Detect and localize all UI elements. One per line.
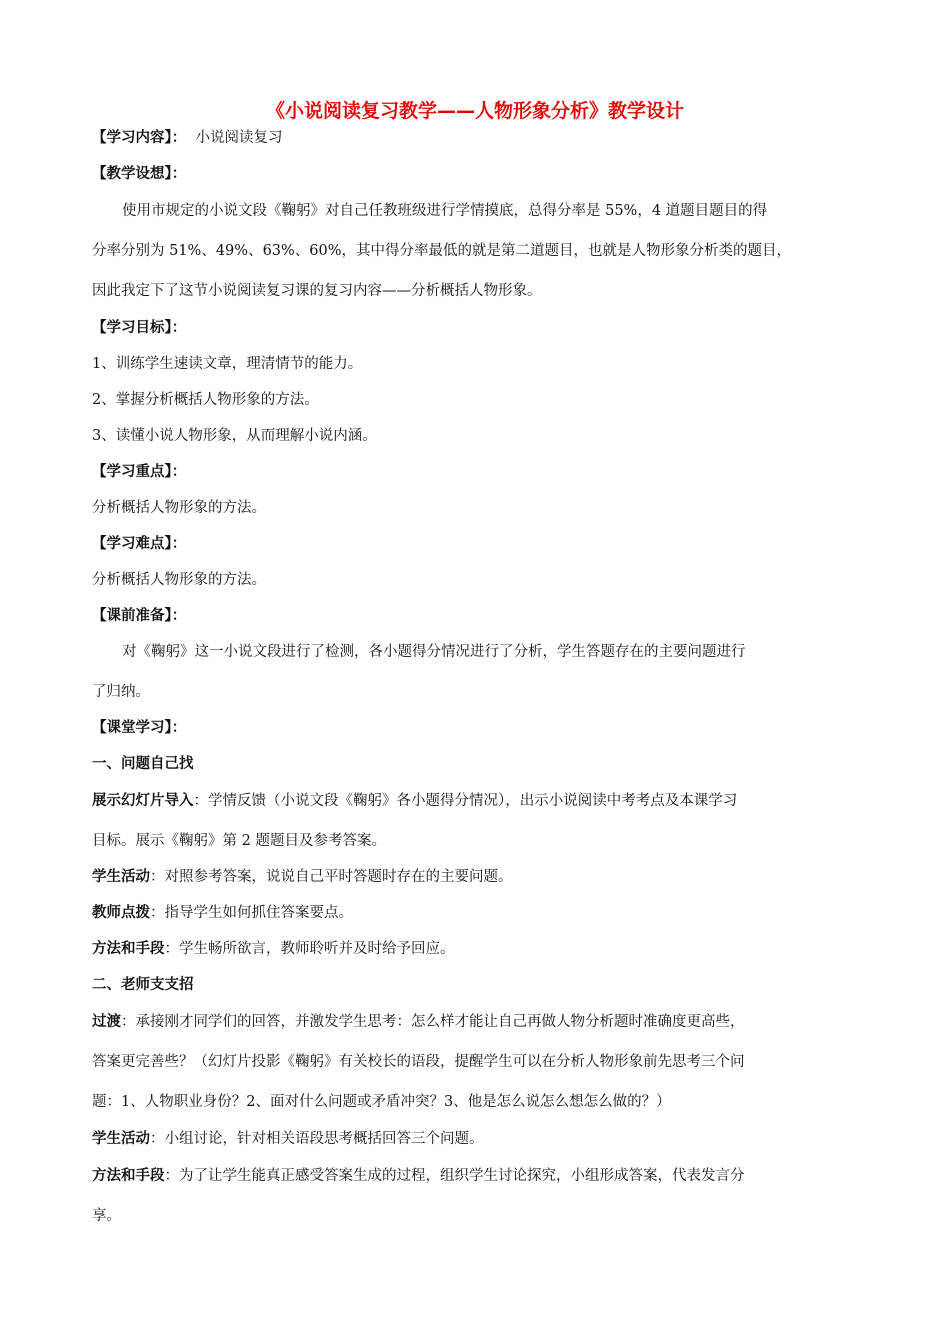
learning-content-heading: 【学习内容】 (92, 130, 172, 146)
difficulty-value: 分析概括人物形象的方法。 (92, 572, 266, 588)
s1-teacher-line (92, 903, 862, 923)
s1-slide-text-1: ：学情反馈（小说文段《鞠躬》各小题得分情况），出示小说阅读中考考点及本课学习 (193, 793, 738, 809)
teaching-design-colon: ： (171, 166, 187, 182)
learning-goals-line (92, 318, 862, 338)
s2-student-text: ：小组讨论，针对相关语段思考概括回答三个问题。 (150, 1131, 484, 1147)
s2-method-label: 方法和手段 (92, 1168, 165, 1184)
s2-method-text-1: ：为了让学生能真正感受答案生成的过程，组织学生讨论探究，小组形成答案，代表发言分 (164, 1168, 745, 1184)
s1-student-label: 学生活动 (92, 869, 150, 885)
learning-content-value: 小说阅读复习 (195, 130, 283, 146)
section-2-title: 二、老师支支招 (92, 977, 194, 993)
s1-teacher-text: ：指导学生如何抓住答案要点。 (150, 905, 353, 921)
preparation-line (92, 606, 862, 626)
classroom-learning-heading: 【课堂学习】 (92, 720, 172, 736)
document-title: 《小说阅读复习教学——人物形象分析》教学设计 (265, 100, 684, 122)
learning-goals-colon: ： (171, 320, 187, 336)
teaching-design-heading: 【教学设想】 (92, 166, 172, 182)
section-1-title: 一、问题自己找 (92, 756, 194, 772)
difficulty-heading: 【学习难点】 (92, 536, 172, 552)
key-point-line (92, 462, 862, 482)
s2-student-line (92, 1129, 862, 1149)
teaching-design-line (92, 164, 862, 184)
s1-student-text: ：对照参考答案，说说自己平时答题时存在的主要问题。 (150, 869, 513, 885)
s1-method-line (92, 939, 862, 959)
s2-method-line-1 (92, 1166, 862, 1186)
learning-goal-item: 3、读懂小说人物形象，从而理解小说内涵。 (92, 428, 377, 444)
difficulty-line (92, 534, 862, 554)
s1-slide-line-1 (92, 791, 862, 811)
learning-content-colon: ： (171, 130, 187, 146)
preparation-heading: 【课前准备】 (92, 608, 172, 624)
s1-student-line (92, 867, 862, 887)
learning-content-line (92, 128, 862, 148)
s1-method-label: 方法和手段 (92, 941, 165, 957)
s2-student-label: 学生活动 (92, 1131, 150, 1147)
s2-transition-label: 过渡 (92, 1014, 121, 1030)
key-point-heading: 【学习重点】 (92, 464, 172, 480)
teaching-design-paragraph-line-3: 因此我定下了这节小说阅读复习课的复习内容——分析概括人物形象。 (92, 283, 542, 299)
s1-slide-text-2: 目标。展示《鞠躬》第 2 题题目及参考答案。 (92, 833, 386, 849)
preparation-colon: ： (171, 608, 187, 624)
teaching-design-paragraph-line-2: 分率分别为 51%、49%、63%、60%，其中得分率最低的就是第二道题目，也就是人物形象分析类的题目， (92, 243, 792, 259)
teaching-design-paragraph-line-1: 使用市规定的小说文段《鞠躬》对自己任教班级进行学情摸底，总得分率是 55%，4 道题目题目的得 (122, 203, 768, 219)
s2-method-text-2: 享。 (92, 1208, 121, 1224)
learning-goal-item: 2、掌握分析概括人物形象的方法。 (92, 392, 319, 408)
preparation-paragraph-line-2: 了归纳。 (92, 684, 150, 700)
s2-transition-line-1 (92, 1012, 862, 1032)
s2-transition-text-3: 题：1、人物职业身份？2、面对什么问题或矛盾冲突？3、他是怎么说怎么想怎么做的？） (92, 1094, 671, 1110)
s1-method-text: ：学生畅所欲言，教师聆听并及时给予回应。 (164, 941, 455, 957)
preparation-paragraph-line-1: 对《鞠躬》这一小说文段进行了检测，各小题得分情况进行了分析，学生答题存在的主要问题进行 (122, 644, 746, 660)
s2-transition-text-1: ：承接刚才同学们的回答，并激发学生思考：怎么样才能让自己再做人物分析题时准确度更高些， (121, 1014, 745, 1030)
learning-goal-item: 1、训练学生速读文章，理清情节的能力。 (92, 356, 363, 372)
s1-teacher-label: 教师点拨 (92, 905, 150, 921)
classroom-learning-line (92, 718, 862, 738)
learning-goals-heading: 【学习目标】 (92, 320, 172, 336)
key-point-colon: ： (171, 464, 187, 480)
s2-transition-text-2: 答案更完善些？（幻灯片投影《鞠躬》有关校长的语段，提醒学生可以在分析人物形象前先思考三个问 (92, 1054, 745, 1070)
s1-slide-label: 展示幻灯片导入 (92, 793, 194, 809)
key-point-value: 分析概括人物形象的方法。 (92, 500, 266, 516)
difficulty-colon: ： (171, 536, 187, 552)
classroom-learning-colon: ： (171, 720, 187, 736)
